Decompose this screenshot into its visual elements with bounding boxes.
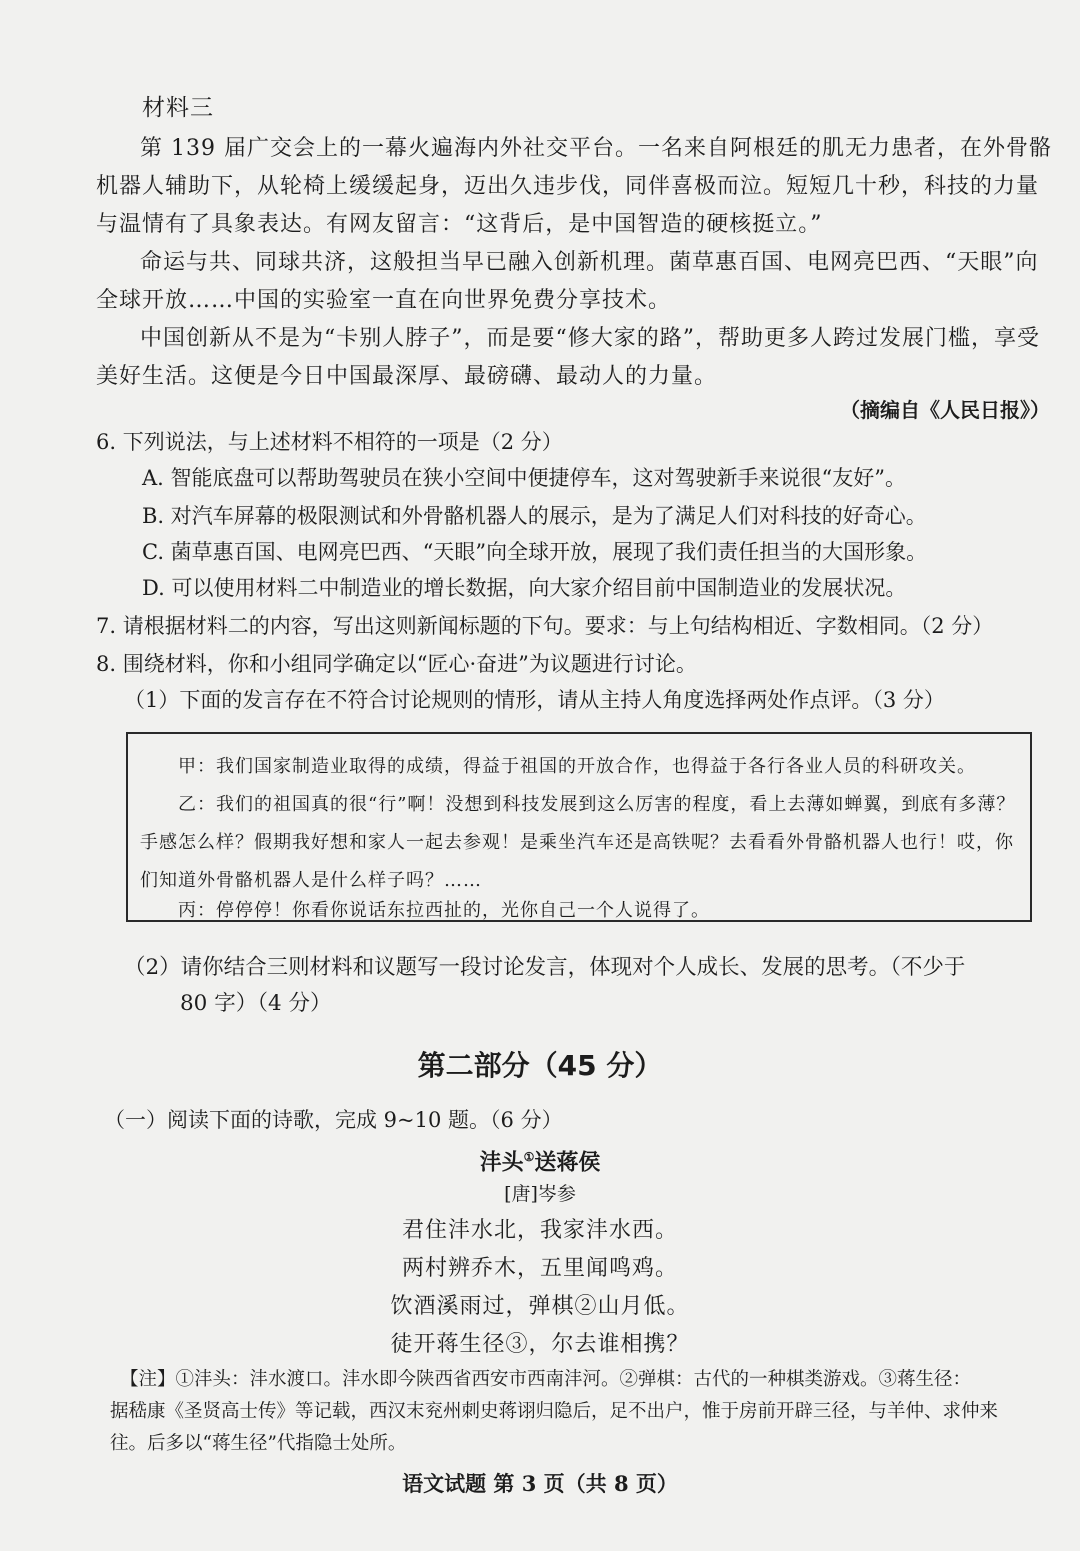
material3-para1: 第 139 届广交会上的一幕火遍海内外社交平台。一名来自阿根廷的肌无力患者，在外骨骼机器人辅助下，从轮椅上缓缓起身，迈出久违步伐，同伴喜极而泣。短短几十秒，科技的力量与温情有了具象表达。有网友留言：“这背后，是中国智造的硬核挺立。” [96,136,1052,237]
speaker-yi: 乙：我们的祖国真的很“行”啊！没想到科技发展到这么厉害的程度，看上去薄如蝉翼，到底有多薄？手感怎么样？假期我好想和家人一起去参观！是乘坐汽车还是高铁呢？去看看外骨骼机器人也行！哎，你们知道外骨骼机器人是什么样子吗？…… [140,794,1016,891]
q6-option-d: D. 可以使用材料二中制造业的增长数据，向大家介绍目前中国制造业的发展状况。 [142,576,907,600]
poem-title-footnote: ① [523,1150,535,1164]
material3-para3: 中国创新从不是为“卡别人脖子”，而是要“修大家的路”，帮助更多人跨过发展门槛，享受美好生活。这便是今日中国最深厚、最磅礴、最动人的力量。 [96,326,1040,389]
speaker-bing: 丙：停停停！你看你说话东拉西扯的，光你自己一个人说得了。 [178,900,710,921]
q8-sub2-line2: 80 字）（4 分） [180,991,332,1016]
poem-line-1: 君住沣水北，我家沣水西。 [401,1218,678,1243]
part2-title: 第二部分（45 分） [417,1049,663,1082]
part2-intro: （一）阅读下面的诗歌，完成 9~10 题。（6 分） [104,1108,563,1132]
page-footer: 语文试题 第 3 页（共 8 页） [402,1471,678,1496]
q6-stem: 6. 下列说法，与上述材料不相符的一项是（2 分） [96,430,563,454]
poem-line-3: 饮酒溪雨过，弹棋②山月低。 [390,1294,690,1319]
material3-para2: 命运与共、同球共济，这般担当早已融入创新机理。菌草惠百国、电网亮巴西、“天眼”向全球开放……中国的实验室一直在向世界免费分享技术。 [96,250,1039,313]
poem-line-2: 两村辨乔木，五里闻鸣鸡。 [401,1256,678,1281]
poem-line-4: 徒开蒋生径③，尔去谁相携？ [390,1332,690,1357]
q8-stem: 8. 围绕材料，你和小组同学确定以“匠心·奋进”为议题进行讨论。 [96,652,697,676]
q7-stem: 7. 请根据材料二的内容，写出这则新闻标题的下句。要求：与上句结构相近、字数相同。（2 分） [96,614,994,638]
q6-option-c: C. 菌草惠百国、电网亮巴西、“天眼”向全球开放，展现了我们责任担当的大国形象。 [142,540,928,564]
speaker-jia: 甲：我们国家制造业取得的成绩，得益于祖国的开放合作，也得益于各行各业人员的科研攻关。 [178,756,976,777]
q8-sub1: （1）下面的发言存在不符合讨论规则的情形，请从主持人角度选择两处作点评。（3 分） [124,688,945,712]
discussion-box [126,732,1032,922]
material3-source: （摘编自《人民日报》） [840,398,1050,422]
note-line-2: 据嵇康《圣贤高士传》等记载，西汉末兖州刺史蒋诩归隐后，足不出户，惟于房前开辟三径，与羊仲、求仲来 [110,1401,999,1422]
note-line-3: 往。后多以“蒋生径”代指隐士处所。 [110,1433,407,1454]
poem-title [0,1140,1080,1179]
poem-author: [唐]岑参 [504,1183,576,1205]
material3-heading: 材料三 [142,95,214,121]
q8-sub2-line1: （2）请你结合三则材料和议题写一段讨论发言，体现对个人成长、发展的思考。（不少于 [124,955,966,980]
q6-option-b: B. 对汽车屏幕的极限测试和外骨骼机器人的展示，是为了满足人们对科技的好奇心。 [142,504,927,528]
q6-option-a: A. 智能底盘可以帮助驾驶员在狭小空间中便捷停车，这对驾驶新手来说很“友好”。 [142,466,906,490]
note-line-1: 【注】①沣头：沣水渡口。沣水即今陕西省西安市西南沣河。②弹棋：古代的一种棋类游戏。③蒋生径： [120,1369,972,1390]
poem-title-part2: 送蒋侯 [534,1149,601,1176]
poem-title-part1: 沣头 [479,1149,524,1176]
